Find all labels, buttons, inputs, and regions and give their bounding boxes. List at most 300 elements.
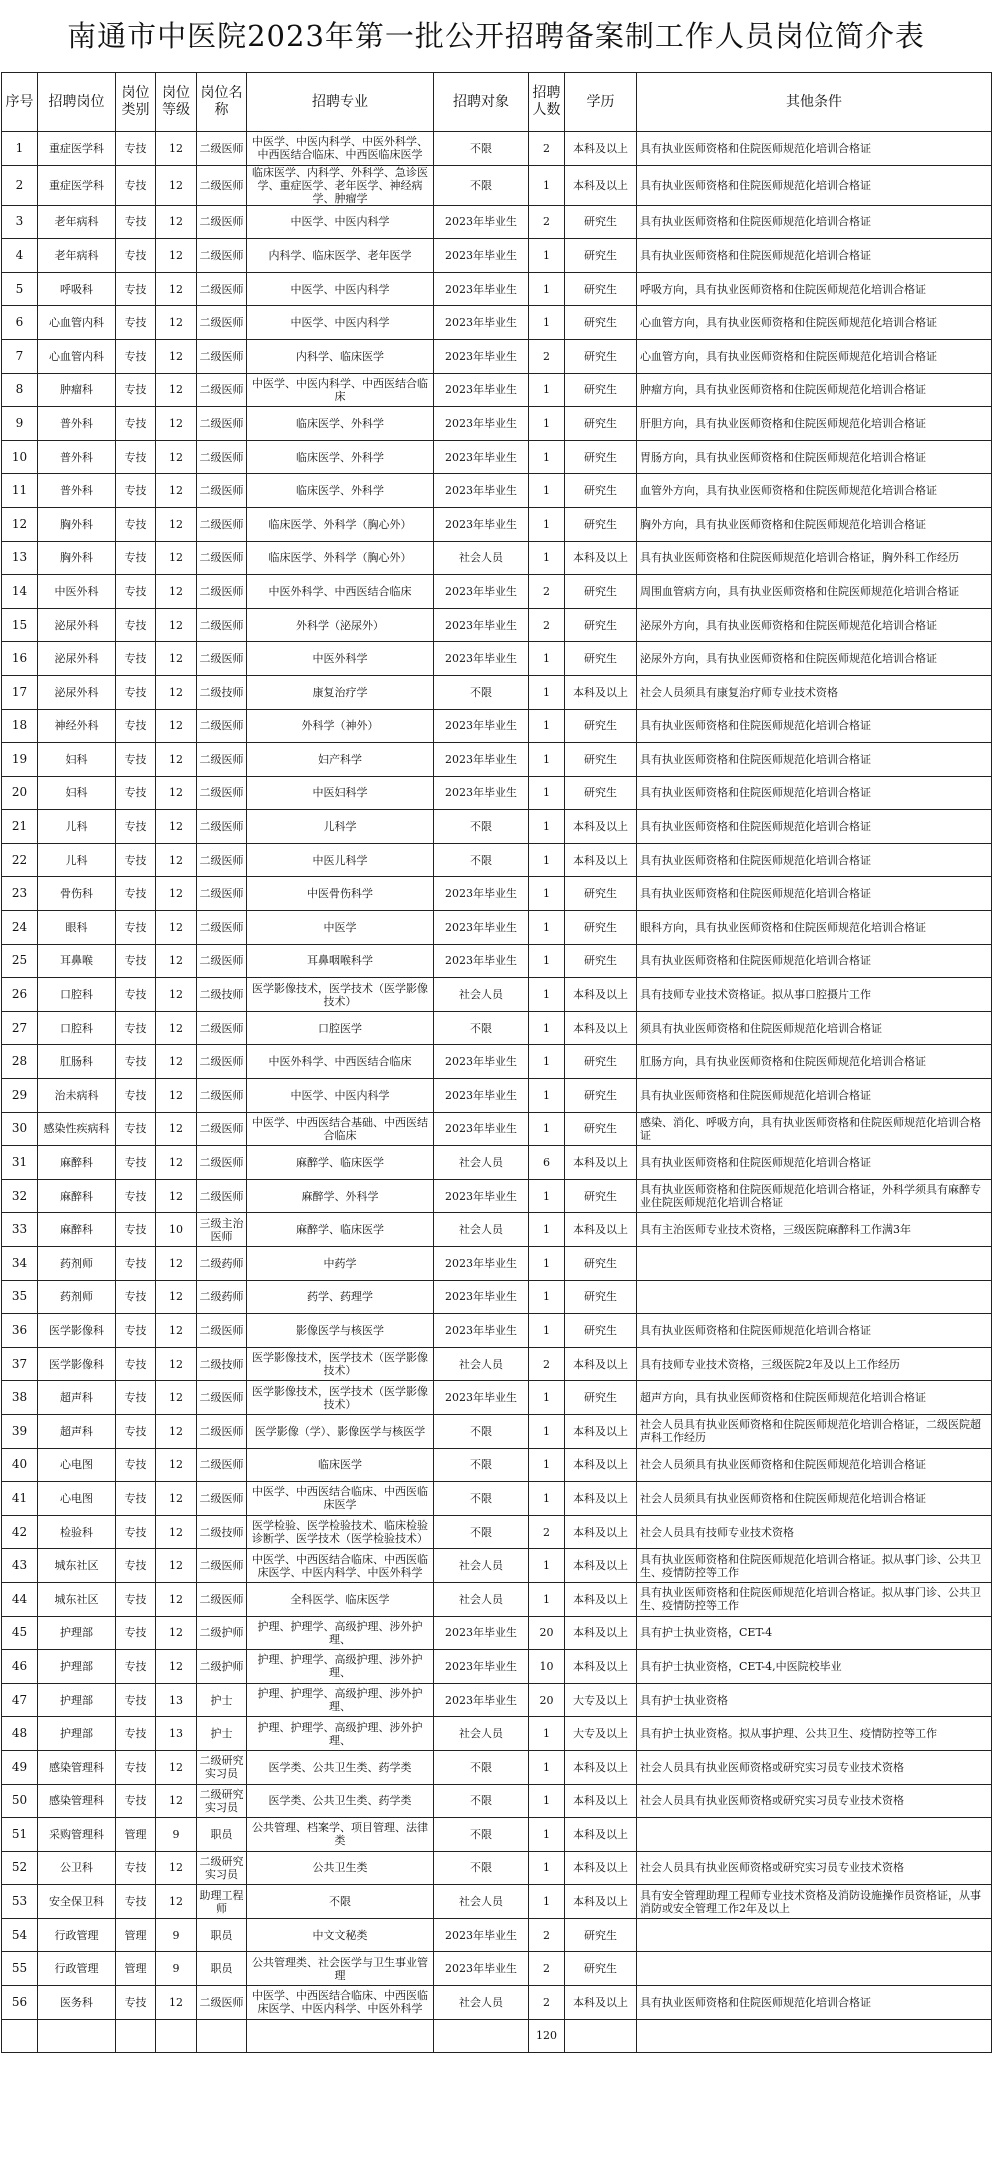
total-cell-empty [2,2019,38,2053]
cell-category: 专技 [116,1045,156,1079]
table-row [2,911,992,945]
cell-count: 1 [529,1314,565,1348]
cell-major: 中医学、中西医结合基础、中西医结合临床 [247,1112,434,1146]
cell-level: 12 [156,1414,197,1448]
table-row [2,1717,992,1751]
cell-major: 护理、护理学、高级护理、涉外护理、 [247,1616,434,1650]
cell-conditions: 具有执业医师资格和住院医师规范化培训合格证 [637,810,992,844]
cell-conditions: 具有执业医师资格和住院医师规范化培训合格证 [637,709,992,743]
cell-category: 专技 [116,1717,156,1751]
cell-position: 二级医师 [197,1482,247,1516]
cell-education: 研究生 [565,474,637,508]
cell-category: 专技 [116,205,156,239]
cell-education: 本科及以上 [565,1414,637,1448]
cell-category: 专技 [116,1011,156,1045]
cell-major: 医学影像技术，医学技术（医学影像技术） [247,1381,434,1415]
cell-department: 护理部 [38,1650,116,1684]
table-row [2,1146,992,1180]
total-cell-empty [565,2019,637,2053]
cell-no: 3 [2,205,38,239]
cell-level: 12 [156,1079,197,1113]
cell-conditions: 具有执业医师资格和住院医师规范化培训合格证 [637,165,992,205]
cell-count: 1 [529,1381,565,1415]
cell-position: 二级医师 [197,507,247,541]
cell-level: 9 [156,1818,197,1852]
cell-major: 中医学 [247,911,434,945]
cell-count: 1 [529,1280,565,1314]
cell-education: 研究生 [565,1079,637,1113]
cell-level: 12 [156,1146,197,1180]
cell-conditions: 胃肠方向，具有执业医师资格和住院医师规范化培训合格证 [637,440,992,474]
cell-education: 研究生 [565,1314,637,1348]
cell-major: 麻醉学、临床医学 [247,1213,434,1247]
table-row [2,709,992,743]
cell-conditions: 心血管方向，具有执业医师资格和住院医师规范化培训合格证 [637,339,992,373]
cell-major: 中医外科学 [247,642,434,676]
cell-conditions: 感染、消化、呼吸方向，具有执业医师资格和住院医师规范化培训合格证 [637,1112,992,1146]
cell-count: 1 [529,507,565,541]
cell-education: 大专及以上 [565,1683,637,1717]
cell-level: 12 [156,575,197,609]
cell-department: 护理部 [38,1717,116,1751]
cell-no: 52 [2,1851,38,1885]
cell-education: 研究生 [565,1918,637,1952]
table-row [2,507,992,541]
cell-category: 专技 [116,843,156,877]
total-cell-empty [247,2019,434,2053]
cell-no: 26 [2,978,38,1012]
cell-education: 本科及以上 [565,810,637,844]
cell-target: 2023年毕业生 [434,205,529,239]
cell-position: 二级医师 [197,709,247,743]
cell-position: 三级主治医师 [197,1213,247,1247]
table-row [2,1448,992,1482]
cell-category: 专技 [116,1112,156,1146]
table-row [2,1918,992,1952]
cell-position: 二级医师 [197,339,247,373]
table-row [2,440,992,474]
cell-target: 不限 [434,1818,529,1852]
cell-target: 不限 [434,1515,529,1549]
cell-no: 36 [2,1314,38,1348]
cell-level: 12 [156,1247,197,1281]
cell-education: 本科及以上 [565,1784,637,1818]
cell-category: 专技 [116,373,156,407]
table-row [2,1482,992,1516]
cell-department: 药剂师 [38,1280,116,1314]
cell-education: 本科及以上 [565,1549,637,1583]
cell-position: 二级医师 [197,165,247,205]
cell-major: 临床医学、外科学 [247,474,434,508]
cell-category: 专技 [116,1582,156,1616]
cell-level: 12 [156,843,197,877]
cell-position: 二级医师 [197,239,247,273]
cell-education: 研究生 [565,911,637,945]
cell-position: 二级研究实习员 [197,1851,247,1885]
cell-education: 研究生 [565,239,637,273]
cell-education: 研究生 [565,1381,637,1415]
cell-category: 专技 [116,1515,156,1549]
cell-count: 2 [529,1515,565,1549]
cell-category: 专技 [116,239,156,273]
cell-count: 1 [529,1045,565,1079]
table-row [2,1045,992,1079]
cell-target: 不限 [434,810,529,844]
cell-level: 12 [156,1448,197,1482]
table-row [2,1381,992,1415]
cell-department: 口腔科 [38,1011,116,1045]
cell-department: 安全保卫科 [38,1885,116,1919]
cell-level: 12 [156,474,197,508]
header-cell: 岗位名称 [197,73,247,132]
cell-major: 临床医学、外科学（胸心外） [247,507,434,541]
cell-target: 2023年毕业生 [434,1650,529,1684]
cell-conditions: 具有执业医师资格和住院医师规范化培训合格证 [637,776,992,810]
cell-department: 心血管内科 [38,339,116,373]
total-row [2,2019,992,2053]
cell-position: 二级医师 [197,407,247,441]
cell-count: 1 [529,1079,565,1113]
cell-count: 2 [529,339,565,373]
cell-major: 中医学、中西医结合临床、中西医临床医学、中医内科学、中医外科学 [247,1549,434,1583]
table-row [2,1247,992,1281]
cell-education: 研究生 [565,1952,637,1986]
cell-count: 2 [529,608,565,642]
cell-education: 研究生 [565,743,637,777]
cell-target: 社会人员 [434,1717,529,1751]
table-row [2,373,992,407]
cell-department: 护理部 [38,1683,116,1717]
table-row [2,407,992,441]
cell-department: 城东社区 [38,1582,116,1616]
cell-no: 50 [2,1784,38,1818]
cell-major: 临床医学、外科学 [247,407,434,441]
table-row [2,675,992,709]
cell-category: 专技 [116,675,156,709]
cell-major: 中医学、中医内科学 [247,1079,434,1113]
cell-department: 医务科 [38,1986,116,2020]
cell-position: 二级医师 [197,944,247,978]
cell-level: 9 [156,1918,197,1952]
cell-target: 2023年毕业生 [434,507,529,541]
cell-category: 专技 [116,1683,156,1717]
cell-education: 研究生 [565,709,637,743]
cell-count: 1 [529,843,565,877]
cell-level: 12 [156,1482,197,1516]
cell-position: 二级护师 [197,1650,247,1684]
cell-count: 2 [529,1952,565,1986]
cell-count: 1 [529,474,565,508]
header-cell: 学历 [565,73,637,132]
cell-count: 1 [529,1750,565,1784]
cell-conditions: 社会人员具有执业医师资格或研究实习员专业技术资格 [637,1750,992,1784]
cell-major: 临床医学 [247,1448,434,1482]
cell-major: 临床医学、内科学、外科学、急诊医学、重症医学、老年医学、神经病学、肿瘤学 [247,165,434,205]
cell-major: 医学影像技术，医学技术（医学影像技术） [247,978,434,1012]
cell-category: 专技 [116,911,156,945]
total-cell-empty [156,2019,197,2053]
cell-category: 专技 [116,1146,156,1180]
cell-conditions [637,1918,992,1952]
cell-target: 2023年毕业生 [434,474,529,508]
cell-education: 研究生 [565,272,637,306]
cell-level: 12 [156,1011,197,1045]
cell-count: 1 [529,743,565,777]
cell-department: 感染性疾病科 [38,1112,116,1146]
cell-department: 医学影像科 [38,1347,116,1381]
cell-conditions: 具有执业医师资格和住院医师规范化培训合格证 [637,205,992,239]
cell-major: 中医学、中西医结合临床、中西医临床医学、中医内科学、中医外科学 [247,1986,434,2020]
cell-position: 护士 [197,1683,247,1717]
cell-count: 1 [529,1112,565,1146]
cell-conditions [637,1952,992,1986]
cell-category: 专技 [116,1414,156,1448]
cell-count: 1 [529,1448,565,1482]
cell-conditions: 眼科方向，具有执业医师资格和住院医师规范化培训合格证 [637,911,992,945]
cell-position: 二级技师 [197,1347,247,1381]
cell-position: 二级医师 [197,1414,247,1448]
cell-department: 超声科 [38,1381,116,1415]
table-row [2,1414,992,1448]
cell-major: 中医妇科学 [247,776,434,810]
cell-education: 研究生 [565,440,637,474]
cell-level: 12 [156,1549,197,1583]
cell-category: 管理 [116,1918,156,1952]
cell-level: 12 [156,1784,197,1818]
cell-target: 不限 [434,1784,529,1818]
cell-education: 研究生 [565,1280,637,1314]
header-cell: 招聘人数 [529,73,565,132]
cell-target: 社会人员 [434,1582,529,1616]
cell-major: 中医骨伤科学 [247,877,434,911]
cell-target: 不限 [434,843,529,877]
cell-major: 护理、护理学、高级护理、涉外护理、 [247,1683,434,1717]
cell-level: 12 [156,978,197,1012]
cell-level: 12 [156,272,197,306]
cell-level: 12 [156,911,197,945]
header-cell: 招聘专业 [247,73,434,132]
cell-major: 护理、护理学、高级护理、涉外护理、 [247,1650,434,1684]
cell-count: 2 [529,1347,565,1381]
cell-major: 影像医学与核医学 [247,1314,434,1348]
cell-category: 专技 [116,306,156,340]
cell-major: 中医学、中西医结合临床、中西医临床医学 [247,1482,434,1516]
cell-conditions: 肝胆方向，具有执业医师资格和住院医师规范化培训合格证 [637,407,992,441]
cell-no: 25 [2,944,38,978]
cell-education: 研究生 [565,507,637,541]
cell-position: 二级医师 [197,1381,247,1415]
cell-department: 麻醉科 [38,1146,116,1180]
cell-no: 18 [2,709,38,743]
cell-level: 12 [156,541,197,575]
cell-position: 二级医师 [197,1079,247,1113]
cell-department: 妇科 [38,743,116,777]
cell-target: 2023年毕业生 [434,373,529,407]
cell-major: 临床医学、外科学 [247,440,434,474]
cell-count: 1 [529,911,565,945]
cell-major: 中药学 [247,1247,434,1281]
cell-no: 20 [2,776,38,810]
cell-conditions: 具有执业医师资格和住院医师规范化培训合格证 [637,1146,992,1180]
cell-level: 13 [156,1683,197,1717]
cell-category: 专技 [116,1784,156,1818]
cell-level: 12 [156,642,197,676]
cell-conditions: 具有执业医师资格和住院医师规范化培训合格证 [637,877,992,911]
cell-no: 44 [2,1582,38,1616]
cell-level: 12 [156,1347,197,1381]
cell-conditions: 具有执业医师资格和住院医师规范化培训合格证 [637,132,992,166]
cell-department: 泌尿外科 [38,608,116,642]
cell-no: 51 [2,1818,38,1852]
cell-major: 麻醉学、外科学 [247,1179,434,1213]
cell-level: 12 [156,1314,197,1348]
header-cell: 招聘岗位 [38,73,116,132]
cell-target: 2023年毕业生 [434,1918,529,1952]
cell-major: 中医学、中医内科学 [247,306,434,340]
cell-major: 公共管理类、社会医学与卫生事业管理 [247,1952,434,1986]
cell-department: 重症医学科 [38,132,116,166]
cell-major: 中医学、中医内科学、中西医结合临床 [247,373,434,407]
cell-count: 1 [529,1549,565,1583]
cell-major: 护理、护理学、高级护理、涉外护理、 [247,1717,434,1751]
cell-major: 口腔医学 [247,1011,434,1045]
cell-education: 本科及以上 [565,675,637,709]
cell-conditions: 具有技师专业技术资格证。拟从事口腔摄片工作 [637,978,992,1012]
cell-target: 社会人员 [434,1146,529,1180]
cell-major: 不限 [247,1885,434,1919]
cell-level: 9 [156,1952,197,1986]
cell-conditions: 社会人员具有执业医师资格或研究实习员专业技术资格 [637,1784,992,1818]
cell-target: 2023年毕业生 [434,1079,529,1113]
cell-category: 管理 [116,1818,156,1852]
cell-education: 本科及以上 [565,1650,637,1684]
cell-target: 2023年毕业生 [434,709,529,743]
cell-education: 研究生 [565,1112,637,1146]
cell-count: 1 [529,675,565,709]
cell-conditions: 具有执业医师资格和住院医师规范化培训合格证 [637,743,992,777]
cell-conditions: 具有执业医师资格和住院医师规范化培训合格证 [637,944,992,978]
cell-conditions: 胸外方向，具有执业医师资格和住院医师规范化培训合格证 [637,507,992,541]
cell-position: 助理工程师 [197,1885,247,1919]
cell-conditions: 血管外方向，具有执业医师资格和住院医师规范化培训合格证 [637,474,992,508]
cell-count: 1 [529,1414,565,1448]
cell-level: 12 [156,877,197,911]
table-row [2,306,992,340]
cell-category: 专技 [116,608,156,642]
cell-position: 二级医师 [197,541,247,575]
cell-position: 二级医师 [197,776,247,810]
cell-department: 肿瘤科 [38,373,116,407]
table-row [2,1750,992,1784]
cell-level: 12 [156,1582,197,1616]
cell-target: 2023年毕业生 [434,575,529,609]
cell-education: 本科及以上 [565,1347,637,1381]
table-body [2,132,992,2020]
cell-education: 研究生 [565,877,637,911]
cell-category: 专技 [116,877,156,911]
cell-conditions: 社会人员具有执业医师资格和住院医师规范化培训合格证，二级医院超声科工作经历 [637,1414,992,1448]
cell-level: 12 [156,440,197,474]
cell-position: 二级医师 [197,843,247,877]
cell-position: 二级医师 [197,810,247,844]
cell-major: 临床医学、外科学（胸心外） [247,541,434,575]
cell-position: 二级医师 [197,642,247,676]
cell-conditions: 社会人员须具有执业医师资格和住院医师规范化培训合格证 [637,1448,992,1482]
header-cell: 岗位等级 [156,73,197,132]
cell-conditions: 泌尿外方向，具有执业医师资格和住院医师规范化培训合格证 [637,642,992,676]
table-row [2,944,992,978]
table-row [2,1314,992,1348]
table-row [2,1347,992,1381]
cell-level: 12 [156,1851,197,1885]
table-row [2,1885,992,1919]
total-cell-empty [637,2019,992,2053]
cell-category: 管理 [116,1952,156,1986]
cell-department: 儿科 [38,843,116,877]
table-row [2,1616,992,1650]
cell-count: 1 [529,1213,565,1247]
cell-category: 专技 [116,1650,156,1684]
cell-position: 二级医师 [197,1045,247,1079]
cell-major: 康复治疗学 [247,675,434,709]
cell-department: 口腔科 [38,978,116,1012]
cell-position: 二级医师 [197,1146,247,1180]
cell-conditions: 具有技师专业技术资格，三级医院2年及以上工作经历 [637,1347,992,1381]
cell-position: 二级医师 [197,1179,247,1213]
cell-no: 21 [2,810,38,844]
cell-major: 中医学、中医内科学 [247,272,434,306]
cell-target: 不限 [434,1851,529,1885]
cell-major: 中文文秘类 [247,1918,434,1952]
header-cell: 岗位类别 [116,73,156,132]
cell-major: 妇产科学 [247,743,434,777]
cell-major: 外科学（泌尿外） [247,608,434,642]
cell-target: 2023年毕业生 [434,944,529,978]
cell-count: 1 [529,407,565,441]
cell-category: 专技 [116,132,156,166]
cell-no: 47 [2,1683,38,1717]
cell-conditions: 具有执业医师资格和住院医师规范化培训合格证 [637,1986,992,2020]
cell-target: 社会人员 [434,541,529,575]
page-title: 南通市中医院2023年第一批公开招聘备案制工作人员岗位简介表 [67,19,925,53]
cell-level: 12 [156,709,197,743]
cell-major: 医学类、公共卫生类、药学类 [247,1750,434,1784]
cell-department: 感染管理科 [38,1750,116,1784]
cell-level: 12 [156,944,197,978]
cell-major: 儿科学 [247,810,434,844]
cell-no: 6 [2,306,38,340]
cell-conditions: 社会人员具有技师专业技术资格 [637,1515,992,1549]
table-row [2,1986,992,2020]
cell-department: 感染管理科 [38,1784,116,1818]
cell-no: 5 [2,272,38,306]
cell-no: 7 [2,339,38,373]
cell-category: 专技 [116,1885,156,1919]
cell-department: 采购管理科 [38,1818,116,1852]
cell-count: 1 [529,165,565,205]
cell-count: 1 [529,1582,565,1616]
cell-count: 1 [529,642,565,676]
cell-category: 专技 [116,776,156,810]
cell-no: 53 [2,1885,38,1919]
cell-major: 中医学、中医内科学 [247,205,434,239]
table-row [2,1851,992,1885]
cell-position: 二级医师 [197,575,247,609]
header-cell: 招聘对象 [434,73,529,132]
cell-category: 专技 [116,743,156,777]
cell-major: 医学类、公共卫生类、药学类 [247,1784,434,1818]
cell-no: 46 [2,1650,38,1684]
